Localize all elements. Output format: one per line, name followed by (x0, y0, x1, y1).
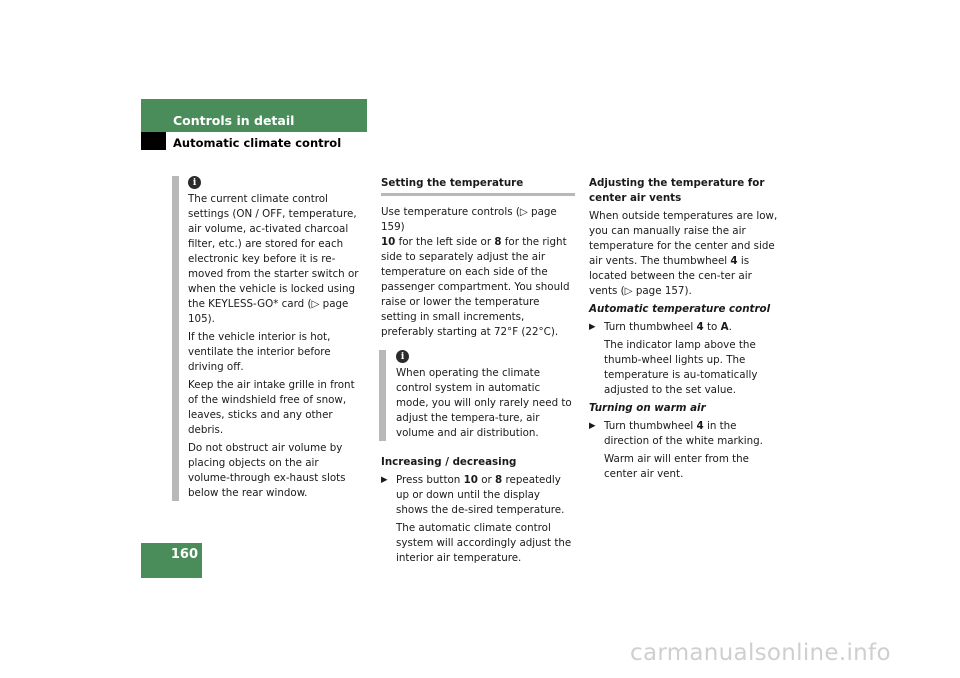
column-middle (381, 176, 575, 569)
text: Press button (396, 474, 464, 486)
note-paragraph: When operating the climate control system in automatic mode, you will only rarely need to adjust the tempera-ture, air volume and air distribution. (396, 367, 572, 439)
step-text (604, 320, 779, 335)
intro-paragraph (589, 209, 779, 299)
note-bar (172, 176, 179, 501)
text: in the direction of the white marking. (604, 420, 763, 447)
text: to (703, 321, 721, 333)
info-note-settings (188, 176, 363, 501)
control-ref: 8 (494, 236, 502, 248)
text: Turn thumbwheel (604, 321, 697, 333)
step-result: The indicator lamp above the thumb-wheel lights up. The temperature is au-tomatically adjusted to the set value. (604, 339, 758, 396)
heading-setting-temperature: Setting the temperature (381, 176, 575, 196)
control-ref: A (720, 321, 729, 333)
info-icon: i (188, 176, 201, 189)
page-number: 160 (170, 547, 198, 562)
intro-paragraph (381, 205, 575, 340)
step-result: Warm air will enter from the center air vent. (604, 453, 750, 480)
note-paragraph: Do not obstruct air volume by placing objects on the air volume-through ex-haust slots below the rear window. (188, 442, 346, 499)
text: When outside temperatures are low, you can manually raise the air temperature for the center and side air vents. The thumbwheel (589, 210, 778, 267)
column-right (589, 176, 779, 485)
text: is located between the cen-ter air vents (▷ page 157). (589, 255, 752, 297)
text: Turn thumbwheel (604, 420, 697, 432)
control-ref: 8 (495, 474, 503, 486)
instruction-step (589, 419, 779, 482)
control-ref: 10 (381, 236, 396, 248)
text: Use temperature controls (▷ page 159) (381, 206, 557, 233)
text: for the left side or (395, 236, 495, 248)
info-icon: i (396, 350, 409, 363)
subsection-title: Automatic climate control (173, 136, 342, 150)
watermark[interactable]: carmanualsonline.info (630, 640, 891, 666)
page-number-box (141, 543, 202, 578)
text: . (728, 321, 732, 333)
control-ref: 4 (696, 321, 704, 333)
heading-center-vents: Adjusting the temperature for center air vents (589, 177, 765, 204)
subheading-increasing-decreasing: Increasing / decreasing (381, 456, 517, 468)
note-bar (379, 350, 386, 441)
control-ref: 4 (730, 255, 738, 267)
instruction-step (381, 473, 575, 566)
note-paragraph: The current climate control settings (ON / OFF, temperature, air volume, ac-tivated charcoal filter, etc.) are stored for each electronic key before it is re-moved from the starter switch or when the vehicle is locked using the KEYLESS-GO* card (▷ page 105). (188, 193, 359, 325)
subheading-warm-air: Turning on warm air (589, 402, 706, 414)
instruction-step (589, 320, 779, 398)
bullet-arrow-icon: ▶ (589, 322, 596, 332)
column-left (188, 176, 363, 504)
text: or (477, 474, 496, 486)
subheading-automatic-temperature-control: Automatic temperature control (589, 303, 771, 315)
text: for the right side to separately adjust the air temperature on each side of the passenger compartment. You should raise or lower the temperature setting in small increments, preferably starting at 72°F (22°C). (381, 236, 570, 338)
step-text (396, 473, 575, 518)
step-text (604, 419, 779, 449)
step-result: The automatic climate control system will accordingly adjust the interior air temperature. (396, 522, 572, 564)
bullet-arrow-icon: ▶ (381, 475, 388, 485)
bullet-arrow-icon: ▶ (589, 421, 596, 431)
section-title: Controls in detail (173, 113, 295, 128)
info-note-auto-mode (381, 350, 575, 441)
control-ref: 4 (696, 420, 704, 432)
note-paragraph: If the vehicle interior is hot, ventilate the interior before driving off. (188, 331, 331, 373)
header-notch (141, 132, 166, 150)
control-ref: 10 (463, 474, 478, 486)
text: repeatedly up or down until the display shows the de-sired temperature. (396, 474, 565, 516)
note-paragraph: Keep the air intake grille in front of the windshield free of snow, leaves, sticks and any other debris. (188, 379, 355, 436)
